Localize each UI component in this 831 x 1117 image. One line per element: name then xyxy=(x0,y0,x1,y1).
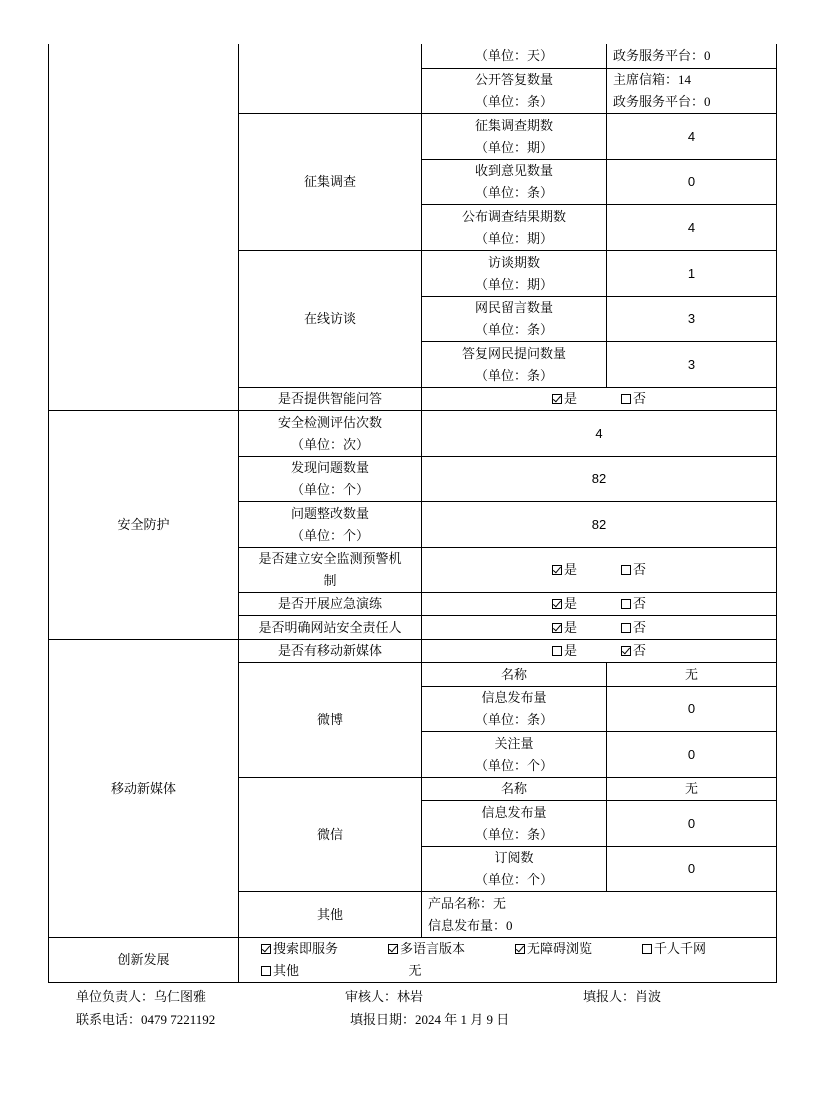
days-unit: （单位：天） xyxy=(474,48,553,63)
security-issues-value: 82 xyxy=(591,471,607,486)
mobile-title-cell xyxy=(48,639,239,938)
wechat-subs-value-cell xyxy=(606,846,777,892)
responsible-no-label: 否 xyxy=(633,619,647,635)
wechat-subs-unit: （单位：个） xyxy=(474,872,553,887)
interview-messages-label: 网民留言数量 xyxy=(474,300,553,315)
security-row-3-label xyxy=(238,501,422,548)
option-other-label: 其他 xyxy=(273,963,300,978)
survey-row-2-value xyxy=(606,159,777,205)
security-title: 安全防护 xyxy=(117,517,170,532)
interview-row-3-value xyxy=(606,341,777,388)
checked-checkbox-icon[interactable] xyxy=(515,944,525,954)
survey-title: 征集调查 xyxy=(303,174,356,189)
drill-yes-label: 是 xyxy=(563,596,577,611)
has-media-label-cell xyxy=(238,639,422,663)
responsible-yes-option[interactable] xyxy=(552,617,577,639)
interview-row-2-value xyxy=(606,296,777,342)
smart-qa-label-cell xyxy=(238,387,422,411)
weibo-follows-unit: （单位：个） xyxy=(474,757,553,773)
security-row-2-label xyxy=(238,456,422,502)
warning-yes-label: 是 xyxy=(563,562,577,577)
leader: 单位负责人：乌仁图雅 xyxy=(76,989,207,1004)
other-title-cell xyxy=(238,891,422,938)
wechat-title-cell xyxy=(238,777,422,892)
interview-title-cell xyxy=(238,250,422,388)
warning-options-cell xyxy=(421,547,777,593)
security-checks-value: 4 xyxy=(595,425,603,441)
smart-qa-no-option[interactable] xyxy=(621,388,646,410)
days-value-cell xyxy=(606,44,777,69)
smart-qa-no-label: 否 xyxy=(633,391,647,406)
innovation-option-multilang[interactable] xyxy=(388,938,515,960)
weibo-name-value-cell xyxy=(606,662,777,687)
innovation-option-accessibility[interactable] xyxy=(515,938,642,960)
survey-opinions-label: 收到意见数量 xyxy=(474,163,553,178)
mobile-title: 移动新媒体 xyxy=(110,780,176,796)
security-fixed-label: 问题整改数量 xyxy=(290,505,369,521)
innovation-title: 创新发展 xyxy=(117,952,170,967)
other-title: 其他 xyxy=(316,906,343,922)
wechat-name-value-cell xyxy=(606,777,777,801)
report-date: 填报日期：2024 年 1 月 9 日 xyxy=(350,1012,510,1027)
wechat-name-label: 名称 xyxy=(500,781,527,796)
survey-title-cell xyxy=(238,113,422,251)
option-search-label: 搜索即服务 xyxy=(273,941,339,956)
replies-mailbox: 主席信箱：14 xyxy=(613,72,692,87)
has-media-no-label: 否 xyxy=(633,643,647,658)
security-title-cell xyxy=(48,410,239,640)
interview-replies-value: 3 xyxy=(687,356,696,372)
drill-label: 是否开展应急演练 xyxy=(277,596,382,611)
checked-checkbox-icon[interactable] xyxy=(388,944,398,954)
interview-row-1-label xyxy=(421,250,607,297)
replies-value-cell xyxy=(606,68,777,114)
other-posts: 信息发布量：0 xyxy=(428,917,513,933)
warning-label-cell xyxy=(238,547,422,593)
warning-label-line1: 是否建立安全监测预警机 xyxy=(258,551,402,566)
smart-qa-options-cell xyxy=(421,387,777,411)
security-row-1-value xyxy=(421,410,777,457)
drill-yes-option[interactable] xyxy=(552,593,577,615)
weibo-title: 微博 xyxy=(316,712,343,727)
has-media-no-option[interactable] xyxy=(621,640,646,662)
security-checks-unit: （单位：次） xyxy=(290,436,369,452)
other-fill-line: 无 xyxy=(299,960,531,983)
survey-row-3-label xyxy=(421,204,607,251)
checked-checkbox-icon[interactable] xyxy=(552,599,562,609)
innovation-option-search[interactable] xyxy=(261,938,388,960)
smart-qa-yes-option[interactable] xyxy=(552,388,577,410)
weibo-follows-value: 0 xyxy=(687,746,696,762)
has-media-label: 是否有移动新媒体 xyxy=(277,643,382,658)
weibo-name-label-cell xyxy=(421,662,607,687)
wechat-posts-label: 信息发布量 xyxy=(481,804,547,820)
interview-title: 在线访谈 xyxy=(303,311,356,326)
section-cell-top xyxy=(48,44,239,411)
replies-unit: （单位：条） xyxy=(474,94,553,109)
warning-no-option[interactable] xyxy=(621,559,646,581)
subsection-cell-top xyxy=(238,44,422,114)
interview-replies-label: 答复网民提问数量 xyxy=(461,345,566,361)
responsible-label-cell xyxy=(238,615,422,640)
security-row-3-value xyxy=(421,501,777,548)
survey-periods-unit: （单位：期） xyxy=(474,139,553,155)
survey-results-unit: （单位：期） xyxy=(474,230,553,246)
responsible-yes-label: 是 xyxy=(563,619,577,635)
replies-platform: 政务服务平台：0 xyxy=(613,94,711,109)
survey-row-3-value xyxy=(606,204,777,251)
survey-opinions-unit: （单位：条） xyxy=(474,185,553,200)
wechat-posts-label-cell xyxy=(421,800,607,847)
security-checks-label: 安全检测评估次数 xyxy=(277,414,382,430)
interview-row-3-label xyxy=(421,341,607,388)
security-fixed-unit: （单位：个） xyxy=(290,527,369,543)
responsible-label: 是否明确网站安全责任人 xyxy=(258,619,402,635)
interview-periods-value: 1 xyxy=(687,265,696,281)
weibo-follows-label: 关注量 xyxy=(494,735,534,751)
weibo-posts-value: 0 xyxy=(687,701,696,716)
checked-checkbox-icon[interactable] xyxy=(261,944,271,954)
responsible-no-option[interactable] xyxy=(621,617,646,639)
weibo-follows-value-cell xyxy=(606,731,777,778)
has-media-yes-label: 是 xyxy=(563,643,577,658)
weibo-title-cell xyxy=(238,662,422,778)
survey-periods-value: 4 xyxy=(687,128,696,144)
innovation-option-other[interactable] xyxy=(261,960,299,982)
weibo-posts-label: 信息发布量 xyxy=(481,690,547,705)
drill-no-option[interactable] xyxy=(621,593,646,615)
security-issues-label: 发现问题数量 xyxy=(290,460,369,475)
innovation-options-cell xyxy=(238,937,777,983)
option-multilang-label: 多语言版本 xyxy=(400,941,466,956)
checkbox-icon[interactable] xyxy=(621,599,631,609)
drill-options-cell xyxy=(421,592,777,616)
checkbox-icon[interactable] xyxy=(642,944,652,954)
weibo-follows-label-cell xyxy=(421,731,607,778)
interview-replies-unit: （单位：条） xyxy=(474,367,553,383)
survey-results-label: 公布调查结果期数 xyxy=(461,208,566,224)
security-row-2-value xyxy=(421,456,777,502)
survey-periods-label: 征集调查期数 xyxy=(474,117,553,133)
has-media-options-cell xyxy=(421,639,777,663)
wechat-subs-label: 订阅数 xyxy=(494,850,534,865)
smart-qa-label: 是否提供智能问答 xyxy=(277,391,382,406)
filler: 填报人：肖波 xyxy=(583,989,662,1004)
security-row-1-label xyxy=(238,410,422,457)
checkbox-icon[interactable] xyxy=(621,394,631,404)
weibo-name-value: 无 xyxy=(684,666,698,682)
interview-periods-unit: （单位：期） xyxy=(474,276,553,292)
security-issues-unit: （单位：个） xyxy=(290,482,369,497)
wechat-subs-value: 0 xyxy=(687,861,696,876)
warning-yes-option[interactable] xyxy=(552,559,577,581)
survey-row-1-value xyxy=(606,113,777,160)
survey-row-1-label xyxy=(421,113,607,160)
other-value-cell xyxy=(421,891,777,938)
survey-results-value: 4 xyxy=(687,219,696,235)
drill-no-label: 否 xyxy=(633,596,647,611)
warning-no-label: 否 xyxy=(633,562,647,577)
wechat-name-label-cell xyxy=(421,777,607,801)
checked-checkbox-icon[interactable] xyxy=(552,623,562,633)
weibo-posts-value-cell xyxy=(606,686,777,732)
checkbox-icon[interactable] xyxy=(552,646,562,656)
interview-messages-value: 3 xyxy=(687,311,696,326)
interview-row-2-label xyxy=(421,296,607,342)
replies-label: 公开答复数量 xyxy=(474,72,553,87)
interview-periods-label: 访谈期数 xyxy=(487,254,540,270)
has-media-yes-option[interactable] xyxy=(552,640,577,662)
interview-messages-unit: （单位：条） xyxy=(474,322,553,337)
weibo-posts-label-cell xyxy=(421,686,607,732)
security-fixed-value: 82 xyxy=(591,516,607,532)
survey-row-2-label xyxy=(421,159,607,205)
drill-label-cell xyxy=(238,592,422,616)
wechat-posts-value-cell xyxy=(606,800,777,847)
days-platform-value: 政务服务平台：0 xyxy=(613,48,711,63)
weibo-name-label: 名称 xyxy=(500,666,527,682)
option-accessibility-label: 无障碍浏览 xyxy=(527,941,593,956)
wechat-title: 微信 xyxy=(316,826,343,842)
innovation-title-cell xyxy=(48,937,239,983)
weibo-posts-unit: （单位：条） xyxy=(474,712,553,727)
responsible-options-cell xyxy=(421,615,777,640)
checkbox-icon[interactable] xyxy=(621,565,631,575)
survey-opinions-value: 0 xyxy=(687,174,696,189)
warning-label-line2: 制 xyxy=(323,573,337,588)
checked-checkbox-icon[interactable] xyxy=(552,394,562,404)
checkbox-icon[interactable] xyxy=(261,966,271,976)
wechat-posts-unit: （单位：条） xyxy=(474,826,553,842)
innovation-option-personalized[interactable] xyxy=(642,938,706,960)
interview-row-1-value xyxy=(606,250,777,297)
checked-checkbox-icon[interactable] xyxy=(552,565,562,575)
wechat-posts-value: 0 xyxy=(687,815,696,831)
wechat-name-value: 无 xyxy=(684,781,698,796)
smart-qa-yes-label: 是 xyxy=(563,391,577,406)
days-label-cell xyxy=(421,44,607,69)
wechat-subs-label-cell xyxy=(421,846,607,892)
option-personalized-label: 千人千网 xyxy=(654,941,707,956)
checked-checkbox-icon[interactable] xyxy=(621,646,631,656)
checkbox-icon[interactable] xyxy=(621,623,631,633)
replies-label-cell xyxy=(421,68,607,114)
phone: 联系电话：0479 7221192 xyxy=(76,1012,216,1027)
reviewer: 审核人：林岩 xyxy=(345,989,424,1004)
other-product-name: 产品名称：无 xyxy=(428,895,507,911)
